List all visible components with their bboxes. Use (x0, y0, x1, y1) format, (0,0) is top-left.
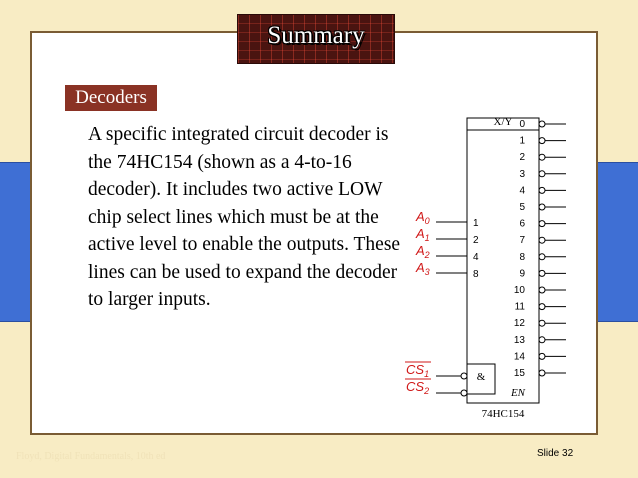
chip-select-bubble (461, 373, 467, 379)
body-paragraph: A specific integrated circuit decoder is the 74HC154 (shown as a 4-to-16 decoder). It includes two active LOW chip select lines which must be at the active level to enable the outputs. These lines can be used to expand the decoder to larger inputs. (88, 124, 401, 310)
output-pin-label: 14 (513, 351, 525, 363)
enable-and-symbol: & (476, 371, 486, 383)
output-bubble (539, 270, 545, 276)
output-pin-label: 5 (519, 202, 525, 213)
section-label: Decoders (65, 85, 157, 111)
input-label-a2: $A_2$ (416, 243, 430, 260)
output-bubble (539, 187, 545, 193)
output-pin-label: 13 (513, 334, 525, 346)
input-weight-label: 1 (473, 218, 479, 229)
enable-label: EN (510, 387, 525, 399)
input-weight-label: 2 (473, 235, 479, 246)
chip-select-label-cs1: $CS_1$ (406, 362, 430, 379)
output-pin-label: 15 (513, 368, 525, 379)
output-pin-label: 2 (519, 152, 525, 164)
output-bubble (539, 370, 545, 376)
chip-part-name: 74HC154 (481, 408, 525, 420)
chip-select-bubble (461, 390, 467, 396)
output-pin-label: 11 (514, 301, 525, 313)
output-bubble (539, 221, 545, 227)
input-label-a3: $A_3$ (416, 260, 430, 277)
output-bubble (539, 204, 545, 210)
output-pin-label: 6 (519, 218, 525, 230)
output-bubble (539, 353, 545, 359)
output-pin-label: 1 (519, 135, 525, 147)
slide-title: Summary (267, 22, 365, 49)
output-bubble (539, 154, 545, 160)
output-bubble (539, 237, 545, 243)
input-label-a1: $A_1$ (416, 226, 430, 243)
input-weight-label: 8 (473, 269, 479, 280)
output-pin-label: 0 (519, 119, 525, 130)
input-weight-label: 4 (473, 252, 479, 263)
output-pin-label: 3 (519, 168, 525, 180)
output-pin-label: 12 (513, 318, 525, 330)
output-pin-label: 7 (519, 235, 525, 247)
output-pin-label: 8 (519, 251, 525, 263)
footer-citation: Floyd, Digital Fundamentals, 10th ed (16, 451, 166, 462)
output-pin-label: 10 (513, 285, 525, 296)
output-bubble (539, 121, 545, 127)
chip-header-label: X/Y (493, 116, 513, 128)
output-bubble (539, 138, 545, 144)
output-bubble (539, 254, 545, 260)
output-bubble (539, 171, 545, 177)
output-bubble (539, 320, 545, 326)
slide-number: Slide 32 (537, 448, 574, 459)
chip-select-label-cs2: $CS_2$ (406, 379, 430, 396)
output-bubble (539, 304, 545, 310)
output-bubble (539, 287, 545, 293)
output-pin-label: 4 (519, 185, 525, 197)
input-label-a0: $A_0$ (416, 209, 430, 226)
output-bubble (539, 337, 545, 343)
output-pin-label: 9 (519, 268, 525, 280)
